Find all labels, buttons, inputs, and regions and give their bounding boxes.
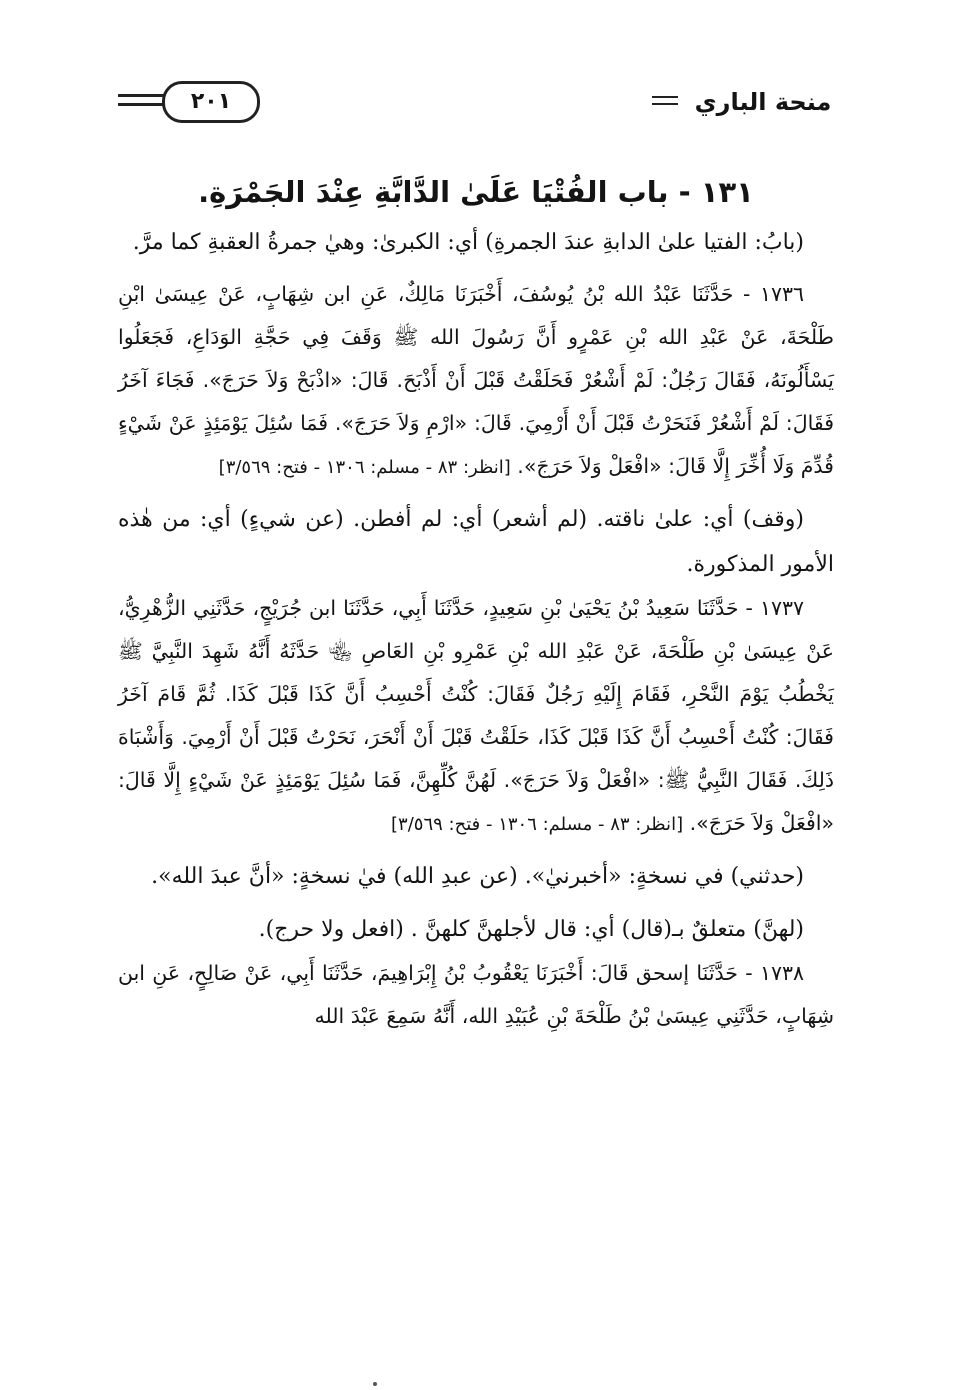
page-content [118, 168, 834, 1038]
hadith-paragraph [118, 273, 834, 489]
hadith-reference: [انظر: ٨٣ - مسلم: ١٣٠٦ - فتح: ٣/٥٦٩] [218, 457, 511, 478]
commentary-paragraph [118, 854, 834, 899]
commentary-text: (بابُ: الفتيا علىٰ الدابةِ عندَ الجمرةِ) أي: الكبرىٰ: وهيٰ جمرةُ العقبةِ كما مرَّ. [132, 230, 804, 255]
chapter-title: ١٣١ - باب الفُتْيَا عَلَىٰ الدَّابَّةِ عِنْدَ الجَمْرَةِ. [198, 175, 754, 209]
hadith-text: ١٧٣٦ - حَدَّثَنَا عَبْدُ الله بْنُ يُوسُفَ، أَخْبَرَنَا مَالِكٌ، عَنِ ابن شِهَابٍ، عَنْ عِيسَىٰ ابْنِ طَلْحَةَ، عَنْ عَبْدِ الله بْنِ عَمْرٍو أَنَّ رَسُولَ الله ﷺ وَقَفَ فِي حَجَّةِ الوَدَاعِ، فَجَعَلُوا يَسْأَلُونَهُ، فَقَالَ رَجُلٌ: لَمْ أَشْعُرْ فَحَلَقْتُ قَبْلَ أَنْ أَذْبَحَ. قَالَ: «اذْبَحْ وَلاَ حَرَجَ». فَجَاءَ آخَرُ فَقَالَ: لَمْ أَشْعُرْ فَنَحَرْتُ قَبْلَ أَنْ أَرْمِيَ. قَالَ: «ارْمِ وَلاَ حَرَجَ». فَمَا سُئِلَ يَوْمَئِذٍ عَنْ شَيْءٍ قُدِّمَ وَلَا أُخِّرَ إِلَّا قَالَ: «افْعَلْ وَلاَ حَرَجَ». [118, 282, 834, 478]
hadith-text: ١٧٣٧ - حَدَّثَنَا سَعِيدُ بْنُ يَحْيَىٰ بْنِ سَعِيدٍ، حَدَّثَنَا أَبِي، حَدَّثَنَا ابن جُرَيْجٍ، حَدَّثَنِي الزُّهْرِيُّ، عَنْ عِيسَىٰ بْنِ طَلْحَةَ، عَنْ عَبْدِ الله بْنِ عَمْرِو بْنِ العَاصِ ﵄ حَدَّثَهُ أَنَّهُ شَهِدَ النَّبِيَّ ﷺ يَخْطُبُ يَوْمَ النَّحْرِ، فَقَامَ إِلَيْهِ رَجُلٌ فَقَالَ: كُنْتُ أَحْسِبُ أَنَّ كَذَا قَبْلَ كَذَا. ثُمَّ قَامَ آخَرُ فَقَالَ: كُنْتُ أَحْسِبُ أَنَّ كَذَا قَبْلَ كَذَا، حَلَقْتُ قَبْلَ أَنْ أَنْحَرَ، نَحَرْتُ قَبْلَ أَنْ أَرْمِيَ. وَأَشْبَاهَ ذَلِكَ. فَقَالَ النَّبِيُّ ﷺ: «افْعَلْ وَلاَ حَرَجَ». لَهُنَّ كُلِّهِنَّ، فَمَا سُئِلَ يَوْمَئِذٍ عَنْ شَيْءٍ إِلَّا قَالَ: «افْعَلْ وَلاَ حَرَجَ». [118, 596, 834, 835]
hadith-paragraph [118, 952, 834, 1038]
page-number-badge: ٢٠١ [162, 81, 260, 123]
header-rule [118, 94, 168, 97]
commentary-text: (وقف) أي: علىٰ ناقته. (لم أشعر) أي: لم أفطن. (عن شيءٍ) أي: من هٰذه الأمور المذكورة. [118, 507, 834, 577]
commentary-text: (حدثني) في نسخةٍ: «أخبرنيٰ». (عن عبدِ الله) فيٰ نسخةٍ: «أنَّ عبدَ الله». [151, 864, 804, 889]
hadith-text: ١٧٣٨ - حَدَّثَنَا إسحق قَالَ: أَخْبَرَنَا يَعْقُوبُ بْنُ إِبْرَاهِيمَ، حَدَّثَنَا أَبِي، عَنْ صَالِحٍ، عَنِ ابن شِهَابٍ، حَدَّثَنِي عِيسَىٰ بْنُ طَلْحَةَ بْنِ عُبَيْدِ الله، أَنَّهُ سَمِعَ عَبْدَ الله [118, 961, 834, 1028]
header-rule [652, 103, 678, 105]
hadith-paragraph [118, 587, 834, 846]
commentary-paragraph [118, 220, 834, 265]
commentary-paragraph [118, 907, 834, 952]
header-rule [118, 103, 168, 106]
book-title: منحة الباري [694, 88, 832, 116]
header-rule [652, 96, 678, 98]
page-mark [373, 1382, 377, 1386]
hadith-reference: [انظر: ٨٣ - مسلم: ١٣٠٦ - فتح: ٣/٥٦٩] [391, 814, 684, 835]
commentary-text: (لهنَّ) متعلقٌ بـ(قال) أي: قال لأجلهنَّ كلهنَّ . (افعل ولا حرج). [258, 917, 804, 942]
running-header [118, 80, 838, 130]
commentary-paragraph [118, 497, 834, 587]
